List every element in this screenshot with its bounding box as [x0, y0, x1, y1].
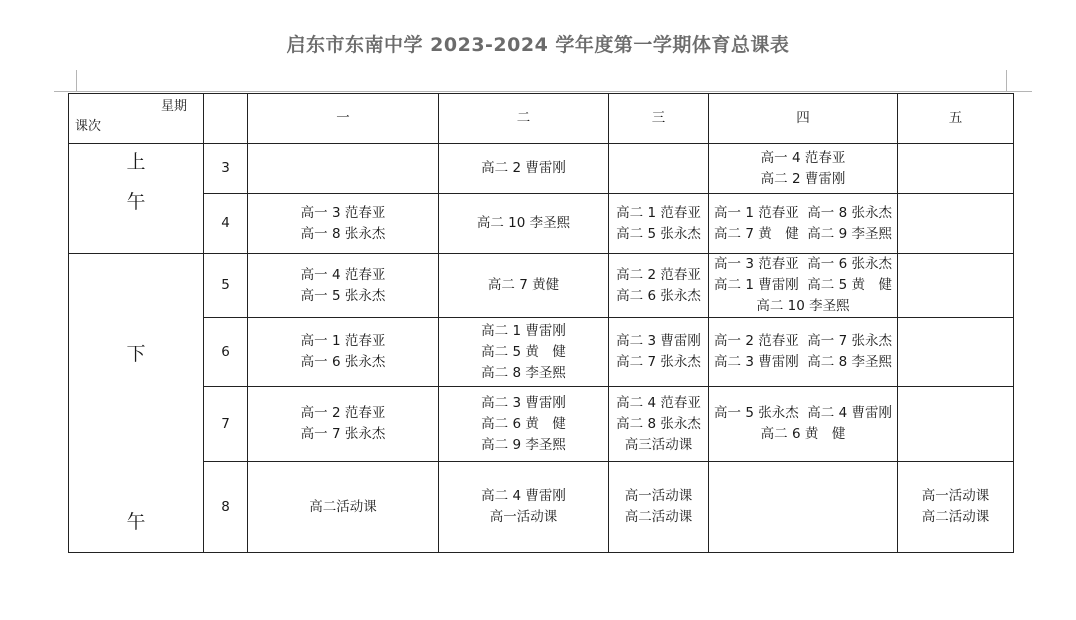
morning-label-bottom: 午: [126, 191, 146, 213]
class-entry: 高二 1 曹雷刚 高二 5 黄 健: [714, 277, 892, 293]
schedule-cell: [709, 144, 898, 194]
corner-cell: [69, 94, 204, 144]
table-row: [69, 318, 1014, 387]
schedule-cell: [439, 254, 609, 318]
afternoon-cell: [69, 254, 204, 553]
class-entry: 高二活动课: [309, 498, 377, 515]
class-entry: 高一 8 张永杰: [300, 225, 386, 242]
schedule-cell: [898, 318, 1014, 387]
page-margin-line: [54, 91, 1032, 92]
table-row: [69, 387, 1014, 462]
class-entry: 高一 4 范春亚: [300, 266, 386, 283]
class-entry: 高一 1 范春亚 高一 8 张永杰: [714, 204, 892, 221]
period-cell: 6: [204, 318, 248, 387]
class-entry: 高二 2 曹雷刚: [760, 170, 846, 187]
day-header-tue: 二: [439, 94, 609, 144]
page-title: 启东市东南中学 2023-2024 学年度第一学期体育总课表: [286, 34, 790, 56]
schedule-cell: [439, 144, 609, 194]
class-entry: 高二 1 曹雷刚: [481, 322, 566, 339]
class-entry: 高二 5 黄 健: [481, 343, 566, 360]
schedule-cell: [898, 254, 1014, 318]
schedule-cell: [248, 254, 439, 318]
class-entry: 高一活动课: [489, 509, 558, 525]
schedule-cell: [709, 318, 898, 387]
class-entry: 高二 3 曹雷刚: [481, 394, 566, 411]
page-margin-mark-right: [1006, 70, 1007, 92]
class-entry: 高一 3 范春亚: [300, 204, 386, 221]
table-row: [69, 254, 1014, 318]
period-cell: 3: [204, 144, 248, 194]
schedule-cell: [248, 462, 439, 553]
schedule-cell: [439, 194, 609, 254]
class-entry: 高二 3 曹雷刚 高二 8 李圣熙: [714, 354, 892, 370]
class-entry: 高一 5 张永杰: [300, 287, 386, 304]
schedule-cell: [609, 254, 709, 318]
corner-weekday-label: 星期: [160, 99, 187, 114]
class-entry: 高二 8 李圣熙: [481, 364, 566, 381]
schedule-cell: [898, 462, 1014, 553]
class-entry: 高二 10 李圣熙: [756, 298, 850, 314]
period-cell: 4: [204, 194, 248, 254]
header-row: [69, 94, 1014, 144]
class-entry: 高二 9 李圣熙: [481, 436, 566, 453]
schedule-cell: [439, 387, 609, 462]
schedule-cell: [898, 144, 1014, 194]
class-entry: 高一 2 范春亚: [300, 405, 386, 421]
schedule-cell: [709, 194, 898, 254]
class-entry: 高一 2 范春亚 高一 7 张永杰: [714, 333, 892, 349]
corner-period-label: 课次: [75, 119, 102, 134]
class-entry: 高二 7 张永杰: [616, 354, 701, 370]
schedule-cell: [248, 194, 439, 254]
period-cell: 5: [204, 254, 248, 318]
class-entry: 高二活动课: [921, 509, 990, 525]
period-header-cell: [204, 94, 248, 144]
class-entry: 高一 6 张永杰: [300, 354, 386, 370]
day-header-wed: 三: [609, 94, 709, 144]
period-cell: 7: [204, 387, 248, 462]
class-entry: 高二 6 黄 健: [760, 426, 846, 442]
schedule-cell: [609, 318, 709, 387]
class-entry: 高二 6 黄 健: [481, 415, 566, 432]
class-entry: 高二 3 曹雷刚: [616, 333, 701, 349]
class-entry: 高二 6 张永杰: [616, 287, 701, 304]
afternoon-label-bottom: 午: [126, 511, 146, 533]
class-entry: 高二 8 张永杰: [616, 415, 701, 432]
schedule-cell: [898, 387, 1014, 462]
class-entry: 高二 4 曹雷刚: [481, 488, 566, 504]
schedule-cell: [609, 194, 709, 254]
table-row: [69, 194, 1014, 254]
table-row: [69, 144, 1014, 194]
afternoon-label-top: 下: [126, 343, 146, 365]
class-entry: 高一 1 范春亚: [300, 333, 386, 349]
schedule-cell: [709, 387, 898, 462]
schedule-cell: [248, 387, 439, 462]
class-entry: 高一活动课: [624, 488, 693, 504]
class-entry: 高一 4 范春亚: [760, 149, 846, 166]
class-entry: 高一活动课: [921, 488, 990, 504]
class-entry: 高二 1 范春亚: [616, 204, 701, 221]
day-header-mon: 一: [248, 94, 439, 144]
schedule-cell: [709, 254, 898, 318]
page-margin-mark-left: [76, 70, 77, 92]
class-entry: 高二 5 张永杰: [616, 225, 701, 242]
schedule-cell: [898, 194, 1014, 254]
table-row: [69, 462, 1014, 553]
class-entry: 高一 7 张永杰: [300, 426, 386, 442]
schedule-cell: [609, 462, 709, 553]
class-entry: 高二 7 黄 健 高二 9 李圣熙: [714, 225, 892, 242]
schedule-cell: [609, 144, 709, 194]
schedule-cell: [609, 387, 709, 462]
class-entry: 高一 3 范春亚 高一 6 张永杰: [714, 256, 892, 272]
schedule-table: [68, 93, 1014, 553]
class-entry: 高二 2 曹雷刚: [481, 160, 566, 176]
class-entry: 高二 10 李圣熙: [476, 215, 571, 231]
schedule-cell: [709, 462, 898, 553]
class-entry: 高二 2 范春亚: [616, 266, 701, 283]
morning-cell: [69, 144, 204, 254]
schedule-cell: [439, 462, 609, 553]
morning-label-top: 上: [126, 151, 146, 173]
period-cell: 8: [204, 462, 248, 553]
schedule-cell: [248, 318, 439, 387]
schedule-cell: [439, 318, 609, 387]
class-entry: 高二 4 范春亚: [616, 394, 701, 411]
class-entry: 高二 7 黄健: [487, 277, 560, 293]
day-header-fri: 五: [898, 94, 1014, 144]
class-entry: 高一 5 张永杰 高二 4 曹雷刚: [714, 405, 892, 421]
schedule-cell: [248, 144, 439, 194]
class-entry: 高二活动课: [624, 509, 693, 525]
class-entry: 高三活动课: [624, 436, 693, 453]
day-header-thu: 四: [709, 94, 898, 144]
